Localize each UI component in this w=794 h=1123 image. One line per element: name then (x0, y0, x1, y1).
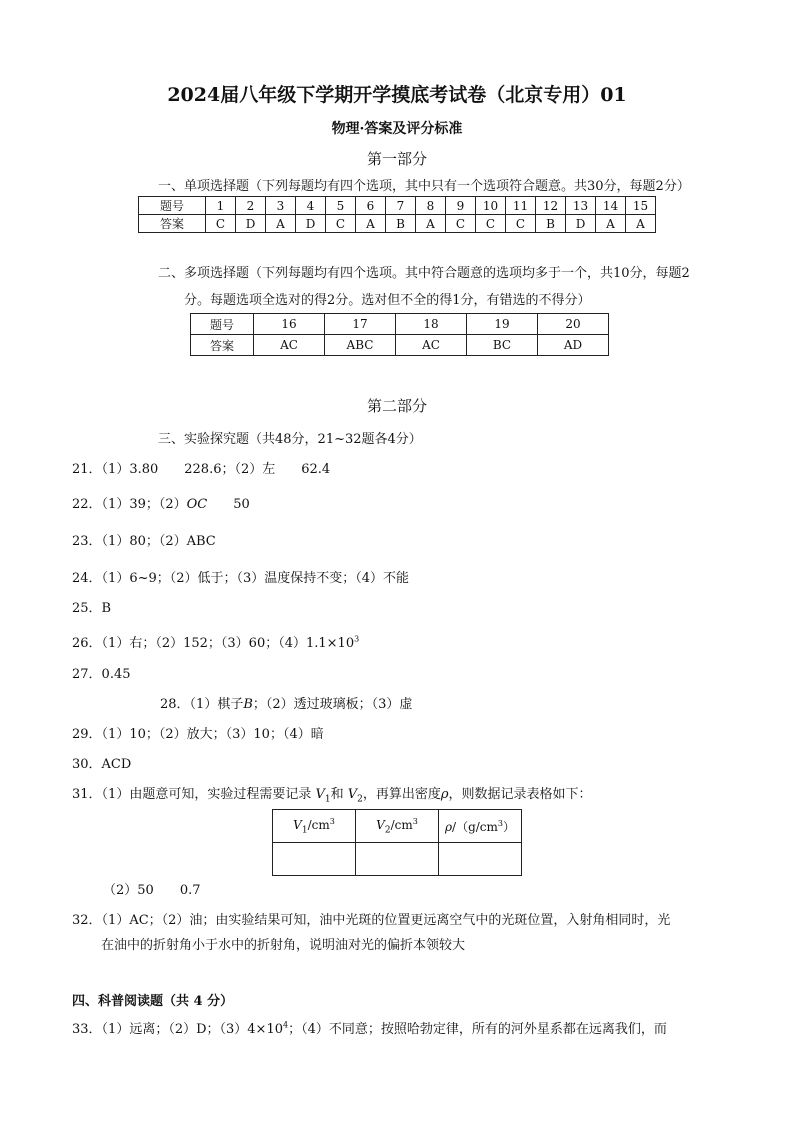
answer-cell: AC (254, 335, 325, 356)
question-number: 12 (536, 197, 566, 215)
answer-33: 33．（1）远离；（2）D；$(3)4\times 10^4$；（4）不同意；按照哈勃定律，所有的河外星系都在远离我们，而 (72, 1020, 667, 1037)
table-row (273, 810, 522, 843)
table-row (191, 314, 609, 335)
part-two-heading: 第二部分 (366, 397, 427, 415)
answer-31-part1: 31．（1）由题意可知，实验过程需要记录 $V_1$和 $V_2$，再算出密度ρ，则数据记录表格如下： (72, 787, 592, 805)
question-number: 1 (206, 197, 236, 215)
table-row (273, 843, 522, 876)
question-number: 6 (356, 197, 386, 215)
answer-32-line2: 在油中的折射角小于水中的折射角，说明油对光的偏折本领较大 (101, 938, 466, 953)
table-row (139, 197, 656, 215)
answer-cell: BC (467, 335, 538, 356)
answer-cell: C (206, 215, 236, 233)
answer-cell: ABC (325, 335, 396, 356)
answer-cell: C (506, 215, 536, 233)
answer-cell: C (476, 215, 506, 233)
answer-cell: A (266, 215, 296, 233)
row-label: 题号 (191, 314, 254, 335)
section-four-heading: 四、科普阅读题（共 4 分） (72, 994, 234, 1009)
question-number: 16 (254, 314, 325, 335)
empty-cell (439, 843, 522, 876)
question-number: 10 (476, 197, 506, 215)
answer-31-part2: （2）50 0.7 (103, 883, 201, 898)
question-number: 17 (325, 314, 396, 335)
answer-cell: C (326, 215, 356, 233)
answer-cell: D (236, 215, 266, 233)
question-number: 14 (596, 197, 626, 215)
answer-cell: AD (538, 335, 609, 356)
multiple-choice-answer-table (190, 313, 609, 356)
answer-cell: C (446, 215, 476, 233)
table-row (139, 215, 656, 233)
data-record-table (272, 809, 522, 876)
question-number: 13 (566, 197, 596, 215)
answer-cell: B (536, 215, 566, 233)
section-two-heading-cont: 分。每题选项全选对的得2分。选对但不全的得1分，有错选的不得分） (184, 293, 591, 308)
column-header-density: $\rho/(g/cm^3)$ (439, 810, 522, 843)
question-number: 11 (506, 197, 536, 215)
empty-cell (356, 843, 439, 876)
question-number: 15 (626, 197, 656, 215)
table-row (191, 335, 609, 356)
question-number: 18 (396, 314, 467, 335)
answer-24: 24．（1）6~9；（2）低于；（3）温度保持不变；（4）不能 (72, 571, 410, 586)
answer-32-line1: 32．（1）AC；（2）油；由实验结果可知，油中光斑的位置更远离空气中的光斑位置，入射角相同时，光 (72, 913, 671, 928)
answer-30: 30．ACD (72, 757, 132, 772)
answer-25: 25．B (72, 601, 112, 616)
answer-cell: A (626, 215, 656, 233)
row-label: 答案 (191, 335, 254, 356)
answer-cell: AC (396, 335, 467, 356)
column-header-v1: $V_1/cm^3$ (273, 810, 356, 843)
page-subtitle: 物理·答案及评分标准 (331, 121, 463, 137)
answer-cell: D (296, 215, 326, 233)
section-three-heading: 三、实验探究题（共48分，21~32题各4分） (158, 432, 422, 447)
question-number: 7 (386, 197, 416, 215)
question-number: 4 (296, 197, 326, 215)
question-number: 19 (467, 314, 538, 335)
single-choice-answer-table (138, 196, 656, 233)
question-number: 3 (266, 197, 296, 215)
column-header-v2: $V_2/cm^3$ (356, 810, 439, 843)
row-label: 答案 (139, 215, 206, 233)
answer-21: 21．（1）3.80 228.6；（2）左 62.4 (72, 462, 331, 477)
question-number: 2 (236, 197, 266, 215)
question-number: 8 (416, 197, 446, 215)
answer-cell: B (386, 215, 416, 233)
question-number: 9 (446, 197, 476, 215)
page-title: 2024届八年级下学期开学摸底考试卷（北京专用）01 (167, 84, 627, 106)
answer-22: 22．（1）39；（2）OC 50 (72, 497, 250, 512)
section-one-heading: 一、单项选择题（下列每题均有四个选项，其中只有一个选项符合题意。共30分，每题2分） (158, 179, 690, 194)
empty-cell (273, 843, 356, 876)
answer-28: 28．（1）棋子B；（2）透过玻璃板；（3）虚 (160, 697, 413, 712)
question-number: 20 (538, 314, 609, 335)
section-two-heading: 二、多项选择题（下列每题均有四个选项。其中符合题意的选项均多于一个，共10分，每题2 (158, 266, 690, 281)
answer-26: 26．（1）右；（2）152；（3）60；$(4)1.1\times 10^3$ (72, 634, 360, 651)
question-number: 5 (326, 197, 356, 215)
answer-29: 29．（1）10；（2）放大；（3）10；（4）暗 (72, 727, 324, 742)
answer-23: 23．（1）80；（2）ABC (72, 534, 216, 549)
answer-cell: A (416, 215, 446, 233)
answer-cell: A (356, 215, 386, 233)
answer-cell: A (596, 215, 626, 233)
part-one-heading: 第一部分 (366, 150, 427, 168)
row-label: 题号 (139, 197, 206, 215)
answer-cell: D (566, 215, 596, 233)
answer-27: 27．0.45 (72, 667, 131, 682)
